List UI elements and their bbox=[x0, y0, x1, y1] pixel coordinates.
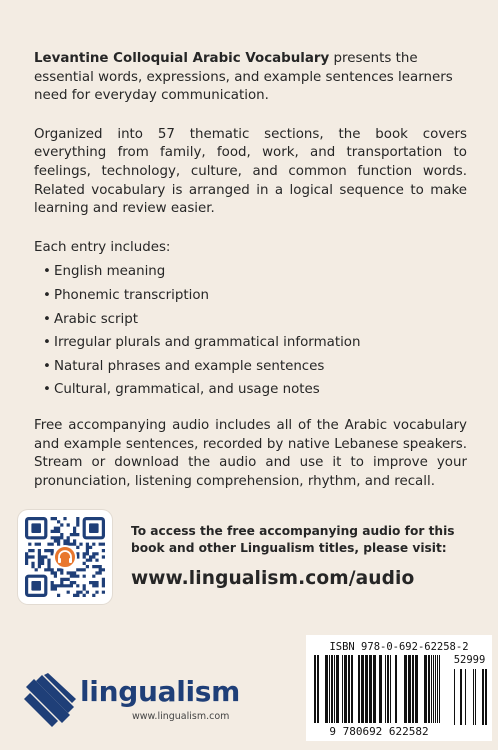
list-item: • Irregular plurals and grammatical information bbox=[43, 334, 467, 353]
qr-code[interactable] bbox=[18, 510, 112, 604]
ean-digits: 9 780692 622582 bbox=[329, 725, 429, 738]
lingualism-logo-icon bbox=[24, 673, 78, 727]
bullet-icon: • bbox=[43, 287, 51, 303]
qr-code-icon bbox=[25, 517, 105, 597]
intro-text: presents the essential words, expressions, and example sentences learners need for everyday communication. bbox=[34, 51, 453, 104]
bullet-icon: • bbox=[43, 358, 51, 374]
publisher-logo bbox=[24, 671, 254, 731]
isbn-barcode bbox=[306, 635, 492, 741]
back-cover-text bbox=[34, 50, 467, 491]
headphones-icon bbox=[54, 546, 76, 568]
book-title: Levantine Colloquial Arabic Vocabulary bbox=[34, 51, 330, 66]
entry-list bbox=[34, 263, 467, 400]
list-item: • Arabic script bbox=[43, 311, 467, 330]
price-addon-digits: 52999 bbox=[453, 654, 486, 666]
access-line-1: To access the free accompanying audio for this bbox=[131, 524, 455, 538]
bullet-icon: • bbox=[43, 311, 51, 327]
organization-paragraph: Organized into 57 thematic sections, the book covers everything from family, food, work, and transportation to feelings, technology, culture, and common function words. Related vocabulary is arranged in a logical sequence to make learning and review easier. bbox=[34, 126, 467, 217]
audio-paragraph: Free accompanying audio includes all of the Arabic vocabulary and example sentences, recorded by native Lebanese speakers. Stream or download the audio and use it to improve your pronunciation, listening comprehension, rhythm, and recall. bbox=[34, 417, 467, 489]
list-item: • Phonemic transcription bbox=[43, 287, 467, 306]
logo-url[interactable]: www.lingualism.com bbox=[132, 711, 230, 722]
intro-paragraph bbox=[34, 50, 467, 106]
bullet-icon: • bbox=[43, 382, 51, 398]
isbn-label: ISBN 978-0-692-62258-2 bbox=[329, 641, 469, 653]
list-item: • Natural phrases and example sentences bbox=[43, 358, 467, 377]
list-item: • Cultural, grammatical, and usage notes bbox=[43, 381, 467, 400]
bullet-icon: • bbox=[43, 264, 51, 280]
audio-url-link[interactable]: www.lingualism.com/audio bbox=[131, 568, 415, 589]
logo-wordmark: lingualism bbox=[80, 675, 241, 708]
access-line-2: book and other Lingualism titles, please visit: bbox=[131, 540, 447, 555]
audio-access-info bbox=[131, 523, 471, 589]
entry-lead: Each entry includes: bbox=[34, 239, 171, 255]
barcode-bars bbox=[306, 655, 492, 727]
list-item: • English meaning bbox=[43, 263, 467, 282]
bullet-icon: • bbox=[43, 335, 51, 351]
